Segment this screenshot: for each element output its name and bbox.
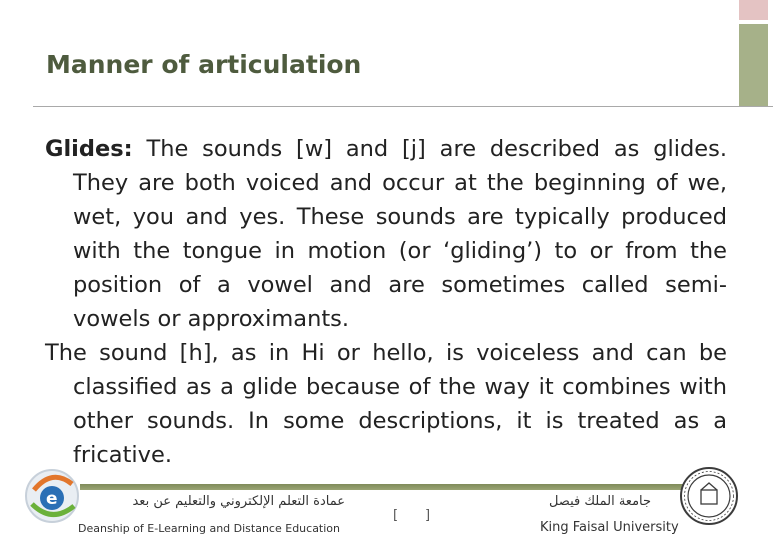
decorative-bar-pink: [739, 0, 768, 20]
slide-body: [45, 132, 727, 472]
footer-band: [80, 484, 700, 490]
elearning-logo-icon: [22, 460, 82, 530]
page-bracket-open: [: [393, 508, 399, 523]
paragraph-glides: [45, 132, 727, 336]
deanship-arabic: عمادة التعلم الإلكتروني والتعليم عن بعد: [132, 494, 345, 509]
glides-label: Glides:: [45, 136, 133, 162]
slide-title: Manner of articulation: [46, 50, 362, 79]
glides-text: The sounds [w] and [j] are described as glides. They are both voiced and occur at the beginning of we, wet, you and yes. These sounds are typically produced with the tongue in motion (or ‘gliding’) to or from the position of a vowel and are sometimes called semi-vowels or approximants.: [73, 136, 727, 332]
page-bracket-close: ]: [425, 508, 431, 523]
kfu-seal-icon: [678, 460, 740, 532]
university-english: King Faisal University: [540, 520, 679, 535]
university-arabic: جامعة الملك فيصل: [548, 494, 652, 509]
decorative-bar-green: [739, 24, 768, 107]
title-divider: [33, 106, 773, 107]
svg-text:e: e: [46, 489, 58, 509]
deanship-english: Deanship of E-Learning and Distance Education: [78, 522, 341, 535]
paragraph-h-sound: The sound [h], as in Hi or hello, is voiceless and can be classified as a glide because of the way it combines with other sounds. In some descriptions, it is treated as a fricative.: [45, 340, 727, 468]
